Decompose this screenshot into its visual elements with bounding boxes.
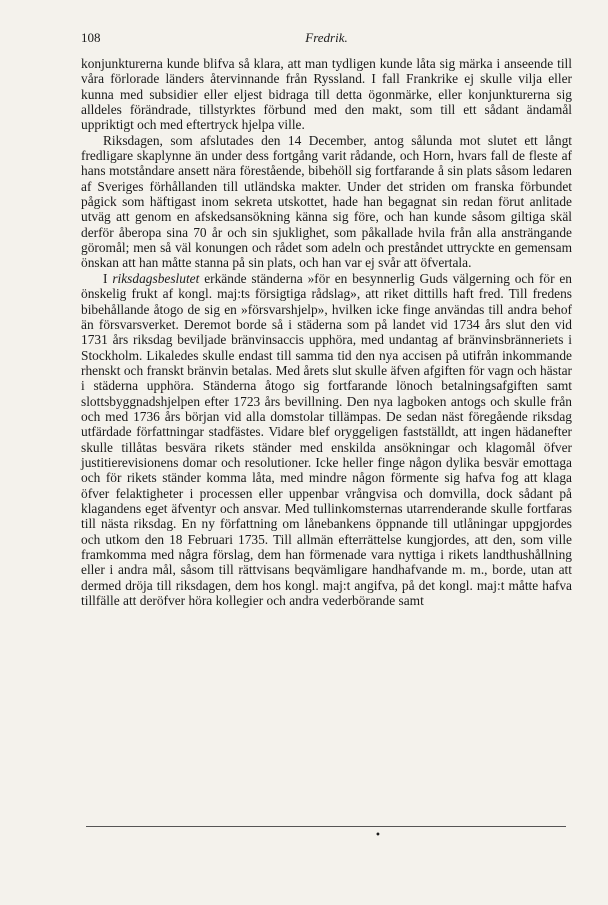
paragraph-2: Riksdagen, som afslutades den 14 December, antog sålunda mot slutet ett långt fredligare skaplynne än under dess fortgång varit rådande, och Horn, hvars fall de fleste af hans motståndare ansett nära förestående, bibehöll sig fortfarande å sin plats såsom ledaren af Sveriges förhållanden till utländska makter. Under det striden om franska förbundet pågick som häftigast inom sekreta utskottet, hade han begagnat sin redan förut anlitade utväg att genom en afskedsansökning känna sig före, och han kunde såsom giltiga skäl derför åberopa sina 70 år och sin sjuklighet, som påkallade hvila från alla ansträngande göromål; men så väl konungen och rådet som adeln och preståndet uttryckte en gemensam önskan att han måtte stanna på sin plats, och han var ej svår att öfvertala. <box>81 132 572 271</box>
bottom-rule <box>86 826 566 827</box>
paragraph-3-body: erkände ständerna »för en besynnerlig Guds välgerning och för en önskelig frukt af kongl. maj:ts försigtiga rådslag», att riket dittills haft fred. Till fredens bibehållande åtogo de sig en »försvarshjelp», hvilken icke finge användas till andra behof än försvarsverket. Deremot borde så i städerna som på landet vid 1734 års slut den vid 1731 års riksdag beviljade bränvinsaccis upphöra, med undantag af bränvinsbränneriets i Stockholm. Likaledes skulle endast till samma tid den nya accisen på utifrån inkommande rhenskt och franskt bränvin betalas. Med årets slut skulle äfven afgiften för vagn och hästar i städerna upphöra. Ständerna åtogo sig fortfarande lönoch betalningsafgiften samt slottsbyggnadshjelpen efter 1723 års bevillning. Den nya lagboken antogs och skulle från och med 1736 års början vid alla domstolar tillämpas. De sedan näst föregående riksdag utfärdade författningar stadfästes. Vidare blef oryggeligen fastställdt, att ingen hädanefter skulle tillåtas besvära rikets ständer med enskilda ansökningar och klagomål öfver justitierevisionens domar och resolutioner. Icke heller finge någon dylika besvär emottaga och för rikets ständer komma låta, med mindre någon förmente sig hafva fog att klaga öfver felaktigheter i processen eller uppenbar vrångvisa och domvilla, dock sådant på klagandens eget äfventyr och ansvar. Med tullinkomsternas utarrenderande skulle fortfaras till nästa riksdag. En ny författning om lånebankens öppnande till utlåningar uppgjordes och utkom den 18 Februari 1735. Till allmän efterrättelse kungjordes, att den, som ville framkomma med några förslag, dem han förmenade vara nyttiga i rikets landthushållning eller i andra mål, såsom till rättvisans beqvämligare handhafvande m. m., borde, utan att dermed dröja till riksdagen, dem hos kongl. maj:t angifva, på det kongl. maj:t måtte hafva tillfälle att deröfver höra kollegier och andra vederbörande samt <box>81 270 573 609</box>
paragraph-3 <box>81 271 572 609</box>
page-header <box>81 30 572 56</box>
paragraph-3-emphasis: riksdagsbeslutet <box>112 270 200 286</box>
body-text <box>81 56 572 608</box>
running-title: Fredrik. <box>305 30 348 45</box>
bottom-mark: • <box>375 830 381 841</box>
paragraph-1: konjunkturerna kunde blifva så klara, att man tydligen kunde låta sig märka i anseende till våra förlorade länders återvinnande från Ryssland. I fall Frankrike ej skulle vilja eller kunna med subsidier eller eljest bidraga till detta ögonmärke, eller konjunkturerna sig alldeles förändrade, tillstyrktes förbund med den makt, som till ett sådant ändamål uppriktigt och med eftertryck hjelpa ville. <box>81 56 572 133</box>
paragraph-3-lead: I <box>103 270 113 286</box>
page-number: 108 <box>81 30 101 45</box>
